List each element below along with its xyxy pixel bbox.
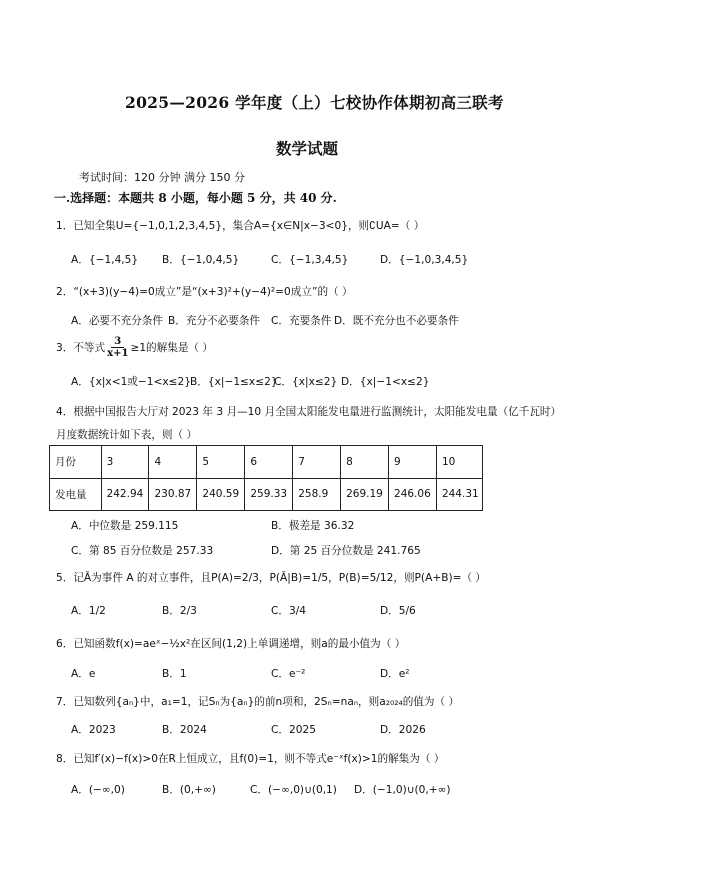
q1-option-c: C．{−1,3,4,5} (271, 254, 349, 266)
table-cell: 3 (101, 446, 149, 479)
q3-option-d: D．{x|−1<x≤2} (341, 376, 430, 388)
question-7-stem: 7．已知数列{aₙ}中，a₁=1，记Sₙ为{aₙ}的前n项和，2Sₙ=naₙ，则a₂₀₂₄的值为（ ） (56, 696, 460, 708)
question-2-stem: 2．“(x+3)(y−4)=0成立”是“(x+3)²+(y−4)²=0成立”的（ ） (56, 286, 353, 298)
q3-option-b: B．{x|−1≤x≤2} (190, 376, 278, 388)
table-cell: 7 (293, 446, 341, 479)
q3-stem-suffix: ≥1的解集是（ ） (130, 342, 213, 354)
q5-option-d: D．5/6 (380, 605, 416, 617)
q3-stem-prefix: 3．不等式 (56, 342, 106, 354)
q2-option-a: A．必要不充分条件 (71, 315, 163, 327)
q2-option-c: C．充要条件 (271, 315, 332, 327)
table-cell: 月份 (50, 446, 102, 479)
table-cell: 9 (389, 446, 437, 479)
q8-option-c: C．(−∞,0)∪(0,1) (250, 784, 337, 796)
q4-option-b: B．极差是 36.32 (271, 520, 355, 532)
q5-option-b: B．2/3 (162, 605, 197, 617)
table-cell: 244.31 (436, 478, 482, 511)
q2-option-d: D．既不充分也不必要条件 (334, 315, 459, 327)
q6-option-d: D．e² (380, 668, 410, 680)
q7-option-c: C．2025 (271, 724, 316, 736)
question-5-stem: 5．记Ā为事件 A 的对立事件，且P(A)=2/3，P(Ā|B)=1/5，P(B)=5/12，则P(A+B)=（ ） (56, 572, 487, 584)
subject-title: 数学试题 (276, 139, 339, 158)
exam-title: 2025—2026 学年度（上）七校协作体期初高三联考 (125, 93, 504, 112)
table-cell: 4 (149, 446, 197, 479)
table-cell: 240.59 (197, 478, 245, 511)
table-cell: 258.9 (293, 478, 341, 511)
q3-fraction (107, 336, 128, 359)
q7-option-b: B．2024 (162, 724, 207, 736)
table-cell: 发电量 (50, 478, 102, 511)
q3-fraction-numerator: 3 (111, 336, 124, 348)
table-cell: 10 (436, 446, 482, 479)
table-cell: 230.87 (149, 478, 197, 511)
question-4-stem-line2: 月度数据统计如下表，则（ ） (56, 429, 198, 441)
table-cell: 5 (197, 446, 245, 479)
power-data-table (49, 445, 483, 511)
question-1-stem: 1．已知全集U={−1,0,1,2,3,4,5}，集合A={x∈N|x−3<0}，则∁UA=（ ） (56, 220, 425, 232)
table-cell: 242.94 (101, 478, 149, 511)
q4-option-d: D．第 25 百分位数是 241.765 (271, 545, 421, 557)
q6-option-a: A．e (71, 668, 96, 680)
q1-option-b: B．{−1,0,4,5} (162, 254, 240, 266)
q5-option-a: A．1/2 (71, 605, 106, 617)
q7-option-a: A．2023 (71, 724, 116, 736)
q8-option-b: B．(0,+∞) (162, 784, 216, 796)
table-row-output (50, 478, 483, 511)
q7-option-d: D．2026 (380, 724, 426, 736)
q5-option-c: C．3/4 (271, 605, 307, 617)
q3-option-c: C．{x|x≤2} (274, 376, 338, 388)
q1-option-a: A．{−1,4,5} (71, 254, 139, 266)
table-cell: 259.33 (245, 478, 293, 511)
table-cell: 8 (341, 446, 389, 479)
q6-option-b: B．1 (162, 668, 187, 680)
section-heading: 一.选择题：本题共 8 小题，每小题 5 分，共 40 分. (54, 191, 337, 205)
q4-option-a: A．中位数是 259.115 (71, 520, 179, 532)
exam-info: 考试时间：120 分钟 满分 150 分 (79, 171, 245, 184)
q3-fraction-denominator: x+1 (107, 348, 129, 359)
table-cell: 269.19 (341, 478, 389, 511)
table-row-month (50, 446, 483, 479)
table-cell: 246.06 (389, 478, 437, 511)
q8-option-d: D．(−1,0)∪(0,+∞) (354, 784, 451, 796)
q1-option-d: D．{−1,0,3,4,5} (380, 254, 469, 266)
table-cell: 6 (245, 446, 293, 479)
question-3-stem (56, 336, 213, 359)
q3-option-a: A．{x|x<1或−1<x≤2} (71, 376, 192, 388)
question-6-stem: 6．已知函数f(x)=aeˣ−½x²在区间(1,2)上单调递增，则a的最小值为（ ） (56, 638, 406, 650)
q8-option-a: A．(−∞,0) (71, 784, 125, 796)
q4-option-c: C．第 85 百分位数是 257.33 (71, 545, 214, 557)
question-8-stem: 8．已知f′(x)−f(x)>0在R上恒成立，且f(0)=1，则不等式e⁻ˣf(x)>1的解集为（ ） (56, 753, 445, 765)
q2-option-b: B．充分不必要条件 (168, 315, 261, 327)
question-4-stem: 4．根据中国报告大厅对 2023 年 3 月—10 月全国太阳能发电量进行监测统计，太阳能发电量（亿千瓦时） (56, 406, 562, 418)
q6-option-c: C．e⁻² (271, 668, 306, 680)
